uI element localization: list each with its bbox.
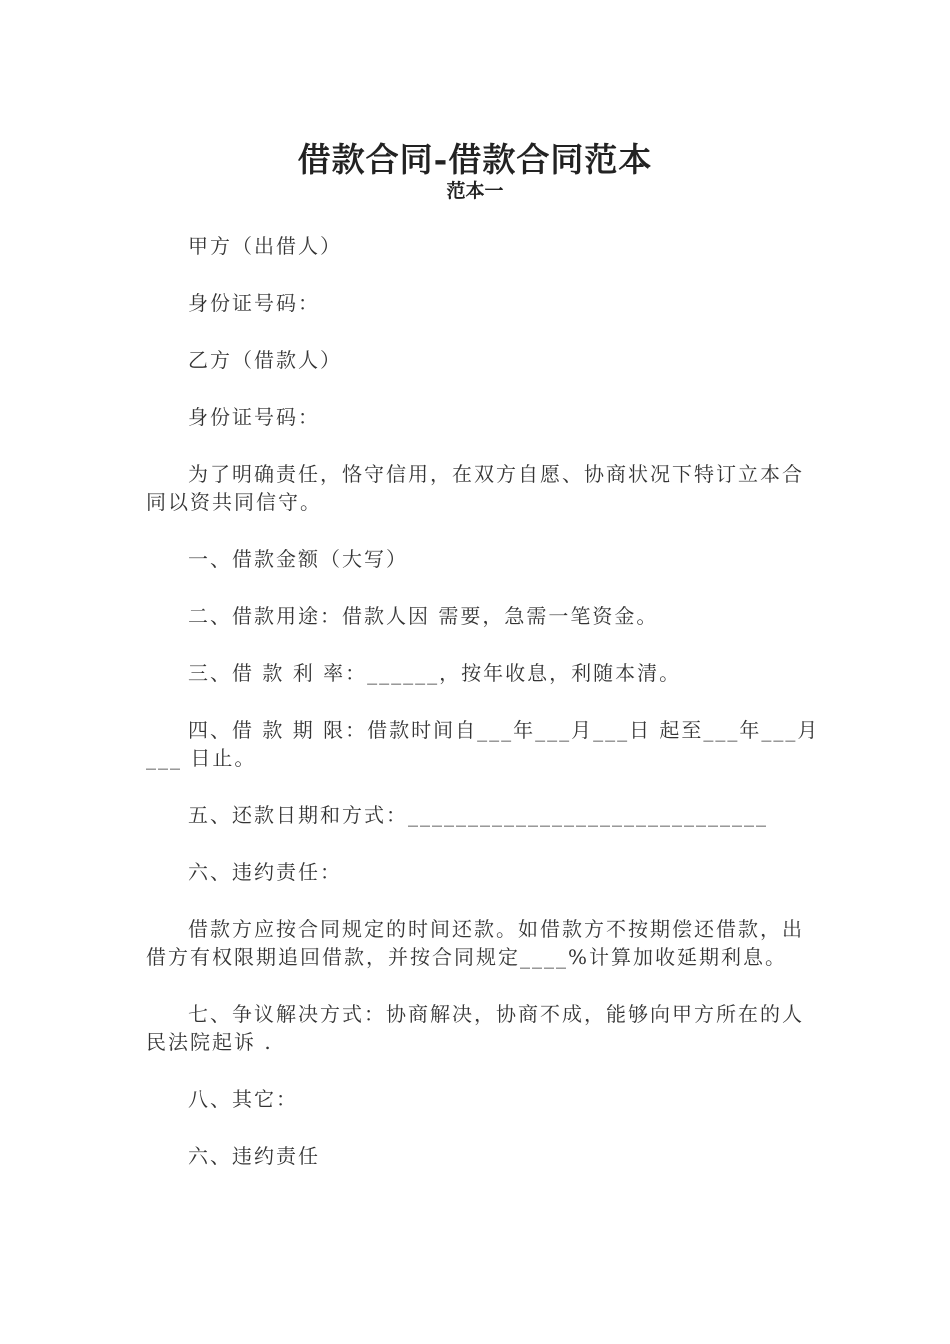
paragraph-line: 三、借 款 利 率：______，按年收息，利随本清。 <box>188 661 682 685</box>
document-title: 借款合同-借款合同范本 <box>297 140 653 179</box>
paragraph-line: 八、其它： <box>188 1087 298 1111</box>
paragraph-line: ___ 日止。 <box>146 746 257 770</box>
paragraph-line: 六、违约责任 <box>188 1144 320 1168</box>
paragraph-line: 五、还款日期和方式：______________________________ <box>188 803 768 827</box>
clause-other <box>146 1085 806 1113</box>
paragraph-line: 四、借 款 期 限：借款时间自___年___月___日 起至___年___月 <box>188 718 820 742</box>
paragraph-line: 二、借款用途：借款人因 需要，急需一笔资金。 <box>188 604 659 628</box>
paragraph-line: 七、争议解决方式：协商解决，协商不成，能够向甲方所在的人 <box>188 1002 804 1026</box>
paragraph-line: 为了明确责任，恪守信用，在双方自愿、协商状况下特订立本合 <box>188 462 804 486</box>
clause-loan-term <box>146 716 820 772</box>
paragraph-line: 一、借款金额（大写） <box>188 547 408 571</box>
paragraph-line: 借款方应按合同规定的时间还款。如借款方不按期偿还借款，出 <box>188 917 804 941</box>
paragraph-line: 民法院起诉 . <box>146 1030 273 1054</box>
paragraph-borrower-id <box>146 403 806 431</box>
clause-dispute <box>146 1000 806 1056</box>
paragraph-borrower <box>146 346 806 374</box>
clause-breach-repeat <box>146 1142 806 1170</box>
document-subtitle: 范本一 <box>446 180 504 202</box>
clause-breach <box>146 858 806 886</box>
paragraph-line: 借方有权限期追回借款，并按合同规定____%计算加收延期利息。 <box>146 945 788 969</box>
clause-repayment <box>146 801 806 829</box>
paragraph-line: 六、违约责任： <box>188 860 342 884</box>
clause-loan-purpose <box>146 602 806 630</box>
paragraph-lender <box>146 232 806 260</box>
paragraph-line: 身份证号码： <box>188 291 320 315</box>
paragraph-lender-id <box>146 289 806 317</box>
paragraph-line: 同以资共同信守。 <box>146 490 322 514</box>
clause-breach-detail <box>146 915 806 971</box>
paragraph-line: 乙方（借款人） <box>188 348 342 372</box>
clause-interest-rate <box>146 659 806 687</box>
paragraph-line: 身份证号码： <box>188 405 320 429</box>
paragraph-line: 甲方（出借人） <box>188 234 342 258</box>
paragraph-purpose <box>146 460 806 516</box>
clause-loan-amount <box>146 545 806 573</box>
